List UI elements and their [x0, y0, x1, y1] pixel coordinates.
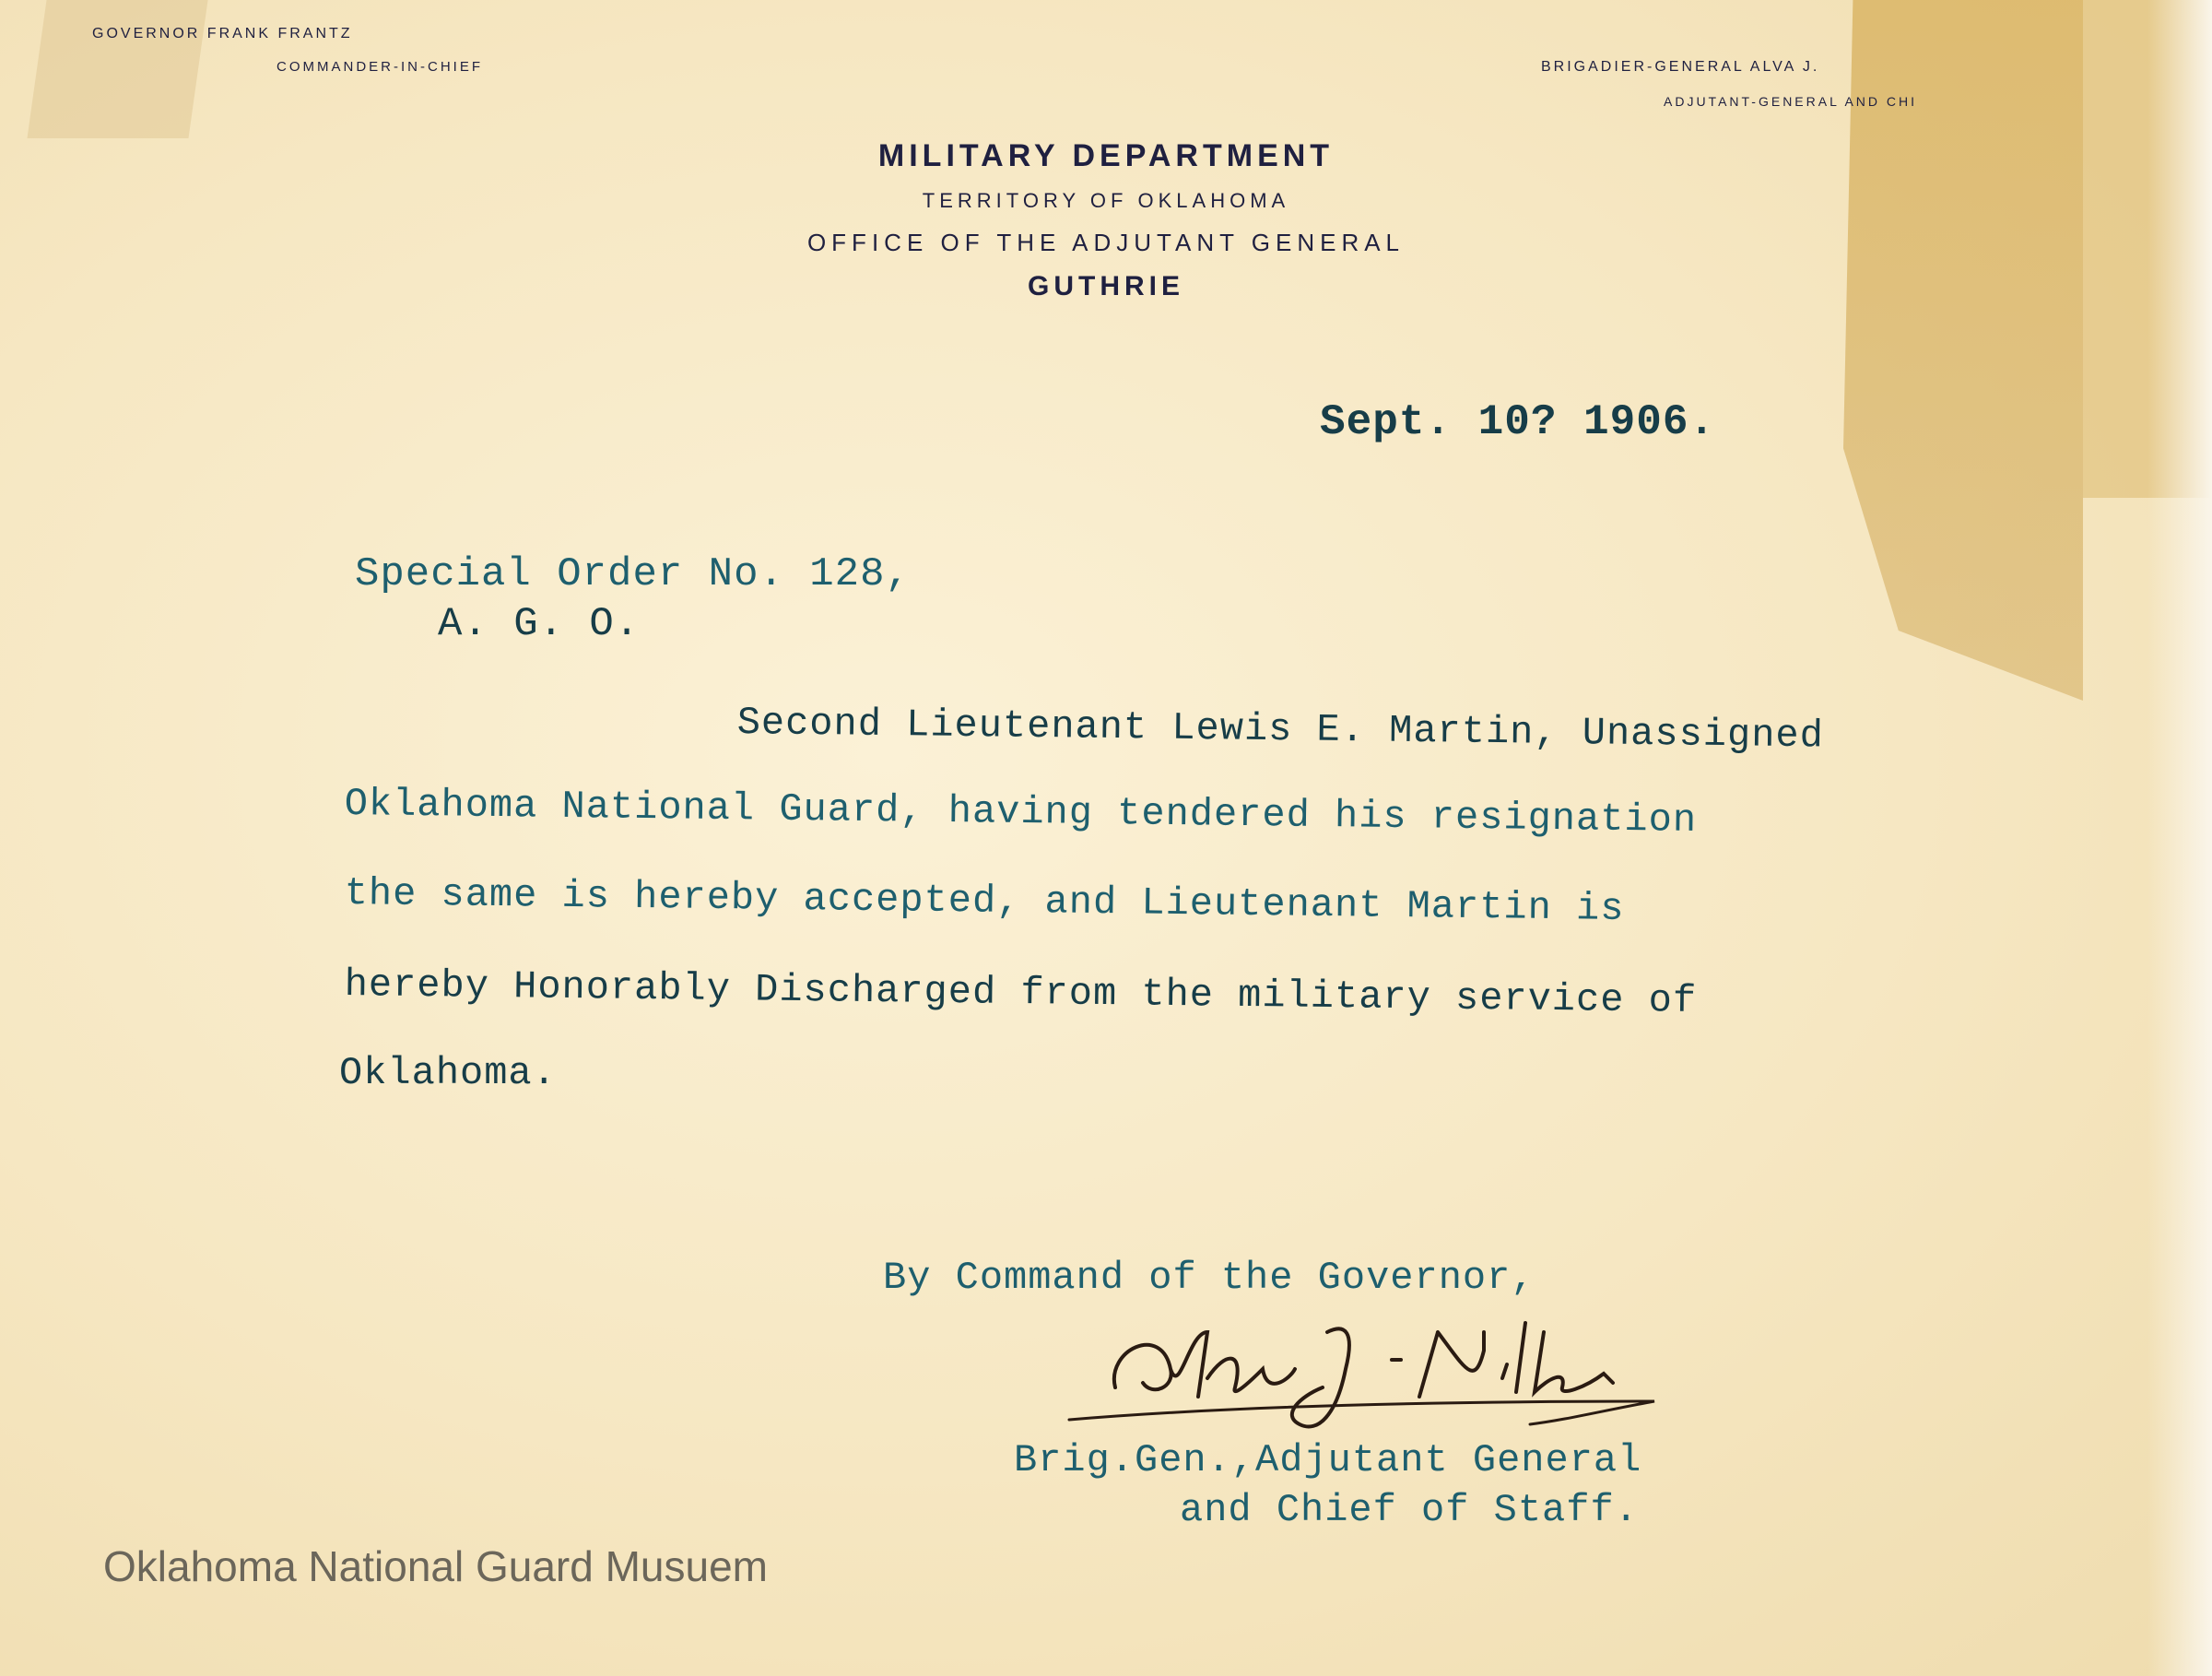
signer-title-2: and Chief of Staff. [1180, 1488, 1639, 1532]
corner-tape [27, 0, 207, 138]
letter-date: Sept. 10? 1906. [1320, 398, 1716, 446]
museum-watermark: Oklahoma National Guard Musuem [103, 1542, 768, 1590]
body-line-1: Second Lieutenant Lewis E. Martin, Unassigned [736, 701, 1825, 759]
brigadier-title: ADJUTANT-GENERAL AND CHI [1664, 94, 1918, 109]
body-line-3: the same is hereby accepted, and Lieutenant Martin is [344, 871, 1625, 931]
body-line-2: Oklahoma National Guard, having tendered his resignation [344, 782, 1698, 843]
governor-title: COMMANDER-IN-CHIEF [276, 59, 483, 75]
handwritten-signature [1051, 1295, 1677, 1443]
office-line: OFFICE OF THE ADJUTANT GENERAL [806, 229, 1406, 256]
paper-edge [2147, 0, 2212, 1676]
territory-line: TERRITORY OF OKLAHOMA [922, 189, 1290, 212]
special-order: Special Order No. 128, [355, 551, 911, 597]
city-line: GUTHRIE [1028, 271, 1184, 301]
department-title: MILITARY DEPARTMENT [877, 138, 1335, 173]
signer-title-1: Brig.Gen.,Adjutant General [1014, 1438, 1642, 1482]
body-line-4: hereby Honorably Discharged from the military service of [344, 962, 1698, 1023]
office-abbreviation: A. G. O. [438, 601, 641, 647]
body-line-5: Oklahoma. [339, 1051, 557, 1095]
brigadier-name: BRIGADIER-GENERAL ALVA J. [1541, 59, 1820, 75]
closing-line: By Command of the Governor, [883, 1256, 1535, 1300]
governor-name: GOVERNOR FRANK FRANTZ [92, 26, 353, 41]
